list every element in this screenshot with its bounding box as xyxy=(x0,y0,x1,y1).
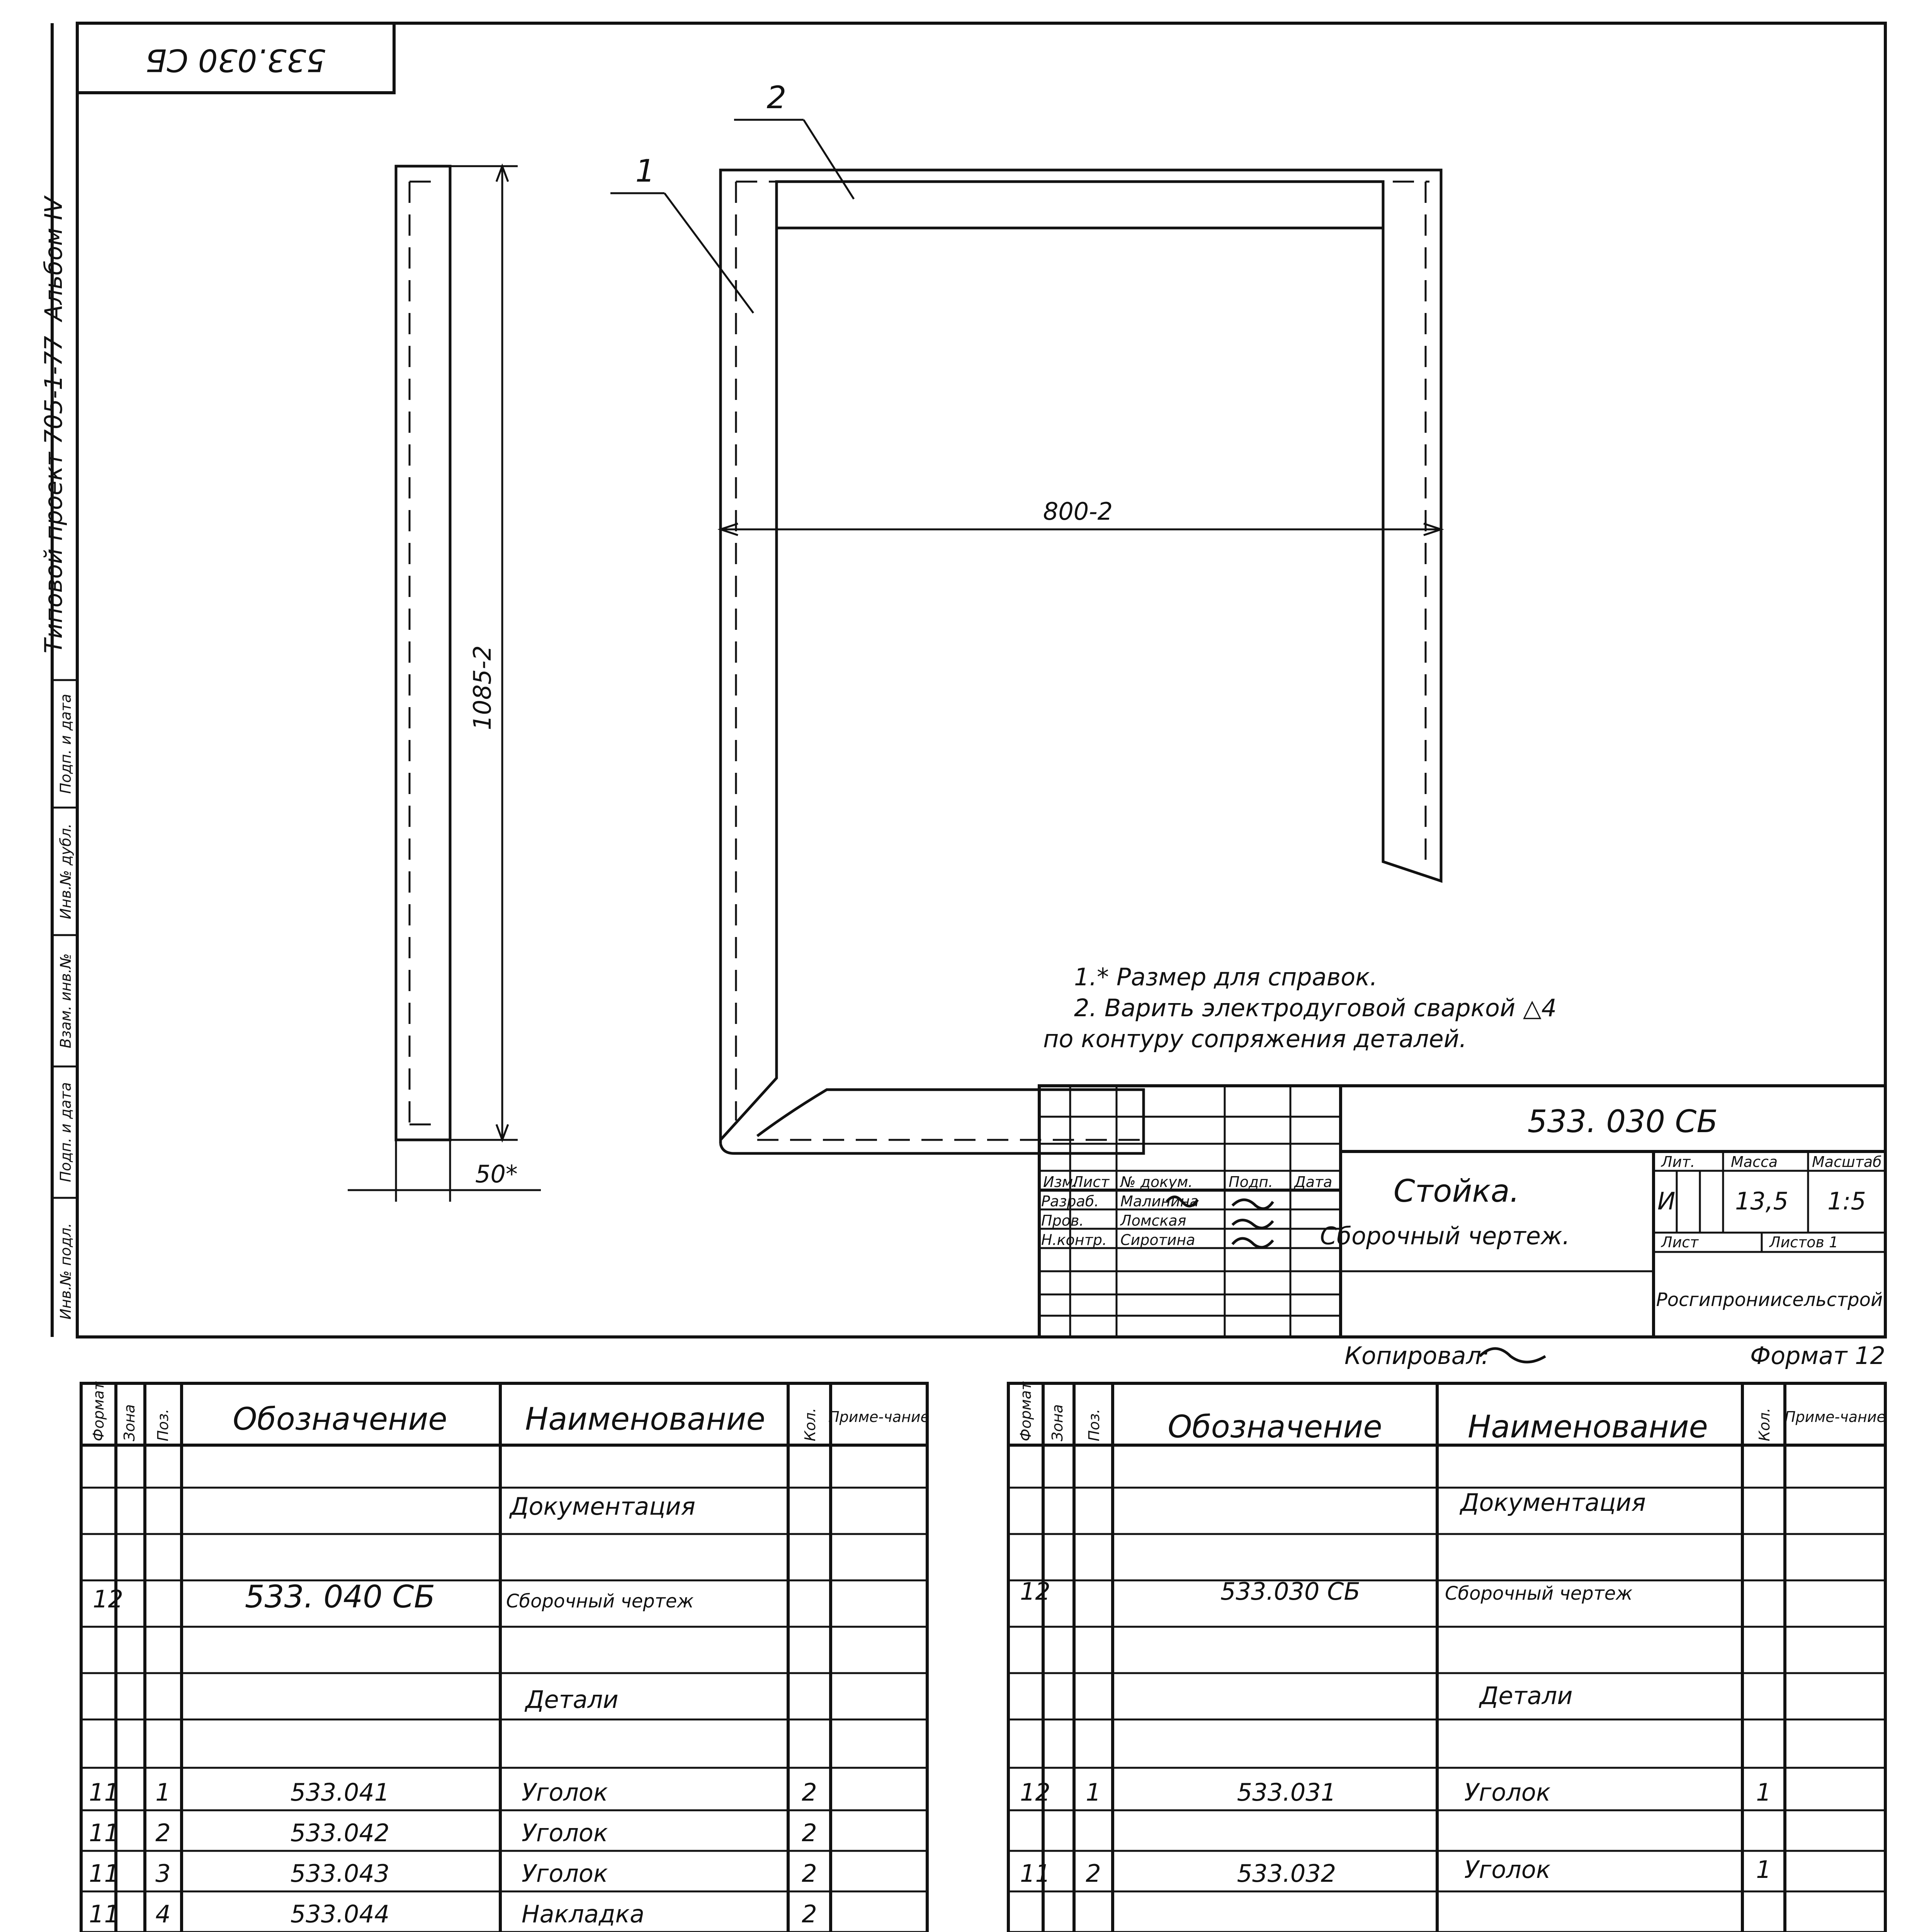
doc-number-rotated: 533.030 СБ xyxy=(145,42,326,78)
tb-scale-label: Масштаб xyxy=(1812,1153,1882,1170)
dim-flange: 50* xyxy=(475,1160,518,1188)
ls-part-qty: 2 xyxy=(802,1859,817,1888)
tb-mass: 13,5 xyxy=(1735,1187,1789,1215)
ls-section-parts: Детали xyxy=(525,1685,619,1714)
ls-doc-name: Сборочный чертеж xyxy=(506,1590,694,1612)
rs-part-qty: 1 xyxy=(1756,1855,1771,1884)
lh-name: Наименование xyxy=(525,1401,765,1437)
rs-part-qty: 1 xyxy=(1756,1778,1771,1806)
rh-pos: Поз. xyxy=(1086,1408,1103,1441)
side-strip xyxy=(39,23,77,1337)
project-label: Типовой проект 705-1-77 xyxy=(39,336,68,653)
rs-part-designation: 533.031 xyxy=(1237,1778,1336,1806)
format-label: Формат 12 xyxy=(1750,1342,1885,1370)
tb-name-2: Сиротина xyxy=(1120,1231,1195,1248)
tb-sheets-label: Листов 1 xyxy=(1769,1234,1839,1251)
ls-part-row xyxy=(89,1778,817,1806)
tb-scale: 1:5 xyxy=(1827,1187,1866,1215)
ls-part-qty: 2 xyxy=(802,1819,817,1847)
side-label-2: Взам. инв.№ xyxy=(57,953,74,1048)
tb-col-doc: № докум. xyxy=(1120,1173,1193,1190)
lh-format: Формат xyxy=(90,1381,107,1441)
tb-col-list: Лист xyxy=(1072,1173,1110,1190)
ls-part-designation: 533.042 xyxy=(290,1819,390,1847)
ls-doc-format: 12 xyxy=(93,1585,123,1613)
ls-part-row xyxy=(89,1859,817,1888)
lh-note: Приме-чание xyxy=(828,1408,930,1425)
tb-lit: И xyxy=(1657,1187,1676,1215)
side-label-1: Подп. и дата xyxy=(57,1082,74,1182)
ls-part-qty: 2 xyxy=(802,1778,817,1806)
ls-part-name: Накладка xyxy=(522,1900,644,1928)
ls-part-format: 11 xyxy=(89,1900,119,1928)
signature-top-1 xyxy=(1232,1200,1273,1209)
rs-doc-format: 12 xyxy=(1020,1577,1050,1605)
note-2: 2. Варить электродуговой сваркой △4 xyxy=(1074,994,1557,1022)
note-1: 1.* Размер для справок. xyxy=(1074,963,1378,991)
top-sheet-frame xyxy=(77,23,1885,1337)
ls-part-format: 11 xyxy=(89,1819,119,1847)
ls-part-row xyxy=(89,1819,817,1847)
rs-part-name: Уголок xyxy=(1464,1778,1551,1806)
note-3: по контуру сопряжения деталей. xyxy=(1043,1025,1467,1053)
rh-format: Формат xyxy=(1017,1381,1034,1441)
rh-designation: Обозначение xyxy=(1168,1409,1382,1445)
rh-name: Наименование xyxy=(1468,1409,1708,1445)
tb-name-1: Ломская xyxy=(1120,1212,1186,1229)
tb-col-sign: Подп. xyxy=(1229,1173,1273,1190)
ls-section-docs: Документация xyxy=(510,1492,695,1520)
notes xyxy=(1043,963,1557,1053)
ls-part-format: 11 xyxy=(89,1859,119,1888)
dim-height: 1085-2 xyxy=(468,645,496,730)
ls-part-name: Уголок xyxy=(522,1859,608,1888)
rh-zone: Зона xyxy=(1049,1404,1066,1441)
rs-part-pos: 1 xyxy=(1086,1778,1101,1806)
rs-part-row xyxy=(1020,1855,1771,1888)
tb-mass-label: Масса xyxy=(1731,1153,1778,1170)
side-label-3: Инв.№ дубл. xyxy=(57,823,74,919)
ls-part-pos: 1 xyxy=(155,1778,171,1806)
rh-qty: Кол. xyxy=(1756,1408,1773,1441)
album-label: Альбом IV xyxy=(39,197,68,321)
tb-role-0: Разраб. xyxy=(1041,1193,1099,1210)
rs-doc-name: Сборочный чертеж xyxy=(1445,1583,1633,1604)
tb-role-2: Н.контр. xyxy=(1041,1231,1107,1248)
ls-part-format: 11 xyxy=(89,1778,119,1806)
signature-top-3 xyxy=(1232,1238,1273,1247)
ls-part-pos: 4 xyxy=(155,1900,171,1928)
left-rows xyxy=(81,1488,927,1932)
tb-subtitle: Сборочный чертеж. xyxy=(1320,1222,1570,1250)
spec-sheet-right xyxy=(981,1381,1886,1932)
lh-pos: Поз. xyxy=(155,1408,172,1441)
tb-lit-label: Лит. xyxy=(1661,1153,1695,1170)
rs-part-designation: 533.032 xyxy=(1237,1859,1336,1888)
side-label-0: Инв.№ подл. xyxy=(57,1223,74,1320)
front-view xyxy=(610,80,1441,1153)
tb-col-izm: Изм. xyxy=(1043,1173,1078,1190)
ls-part-designation: 533.044 xyxy=(290,1900,390,1928)
doc-number-box xyxy=(77,23,394,93)
ls-part-name: Уголок xyxy=(522,1778,608,1806)
signature-top-2 xyxy=(1232,1220,1273,1228)
dim-width: 800-2 xyxy=(1043,497,1113,526)
ls-part-designation: 533.043 xyxy=(290,1859,390,1888)
ls-part-name: Уголок xyxy=(522,1819,608,1847)
right-rows xyxy=(1008,1488,1885,1932)
rs-part-pos: 2 xyxy=(1086,1859,1101,1888)
ls-part-qty: 2 xyxy=(802,1900,817,1928)
tb-org: Росгипрониисельстрой xyxy=(1656,1289,1883,1311)
rs-part-name: Уголок xyxy=(1464,1855,1551,1884)
rh-note: Приме-чание xyxy=(1785,1408,1886,1425)
copied-signature xyxy=(1480,1349,1545,1362)
rs-part-format: 12 xyxy=(1020,1778,1050,1806)
tb-col-date: Дата xyxy=(1294,1173,1332,1190)
ls-part-row xyxy=(89,1900,817,1928)
rs-section-docs: Документация xyxy=(1460,1488,1646,1517)
title-block-top xyxy=(1039,1086,1885,1337)
lh-zone: Зона xyxy=(121,1404,138,1441)
tb-role-1: Пров. xyxy=(1041,1212,1084,1229)
lh-qty: Кол. xyxy=(802,1408,819,1441)
side-label-4: Подп. и дата xyxy=(57,694,74,794)
spec-sheet-left xyxy=(54,1381,930,1932)
tb-designation: 533. 030 СБ xyxy=(1527,1104,1718,1139)
copied-label: Копировал: xyxy=(1344,1342,1490,1370)
tb-name-0: Малинина xyxy=(1120,1193,1199,1210)
rs-doc-designation: 533.030 СБ xyxy=(1220,1577,1360,1605)
ls-doc-designation: 533. 040 СБ xyxy=(245,1579,435,1615)
callout-2: 2 xyxy=(766,80,787,116)
ls-part-pos: 3 xyxy=(155,1859,171,1888)
rs-part-format: 11 xyxy=(1020,1859,1050,1888)
side-view xyxy=(348,166,541,1202)
ls-part-pos: 2 xyxy=(155,1819,171,1847)
tb-sheet-label: Лист xyxy=(1661,1234,1699,1251)
ls-part-designation: 533.041 xyxy=(290,1778,390,1806)
tb-title: Стойка. xyxy=(1393,1173,1520,1209)
lh-designation: Обозначение xyxy=(233,1401,447,1437)
callout-1: 1 xyxy=(635,153,655,189)
rs-section-parts: Детали xyxy=(1480,1682,1573,1710)
rs-part-row xyxy=(1020,1778,1771,1806)
